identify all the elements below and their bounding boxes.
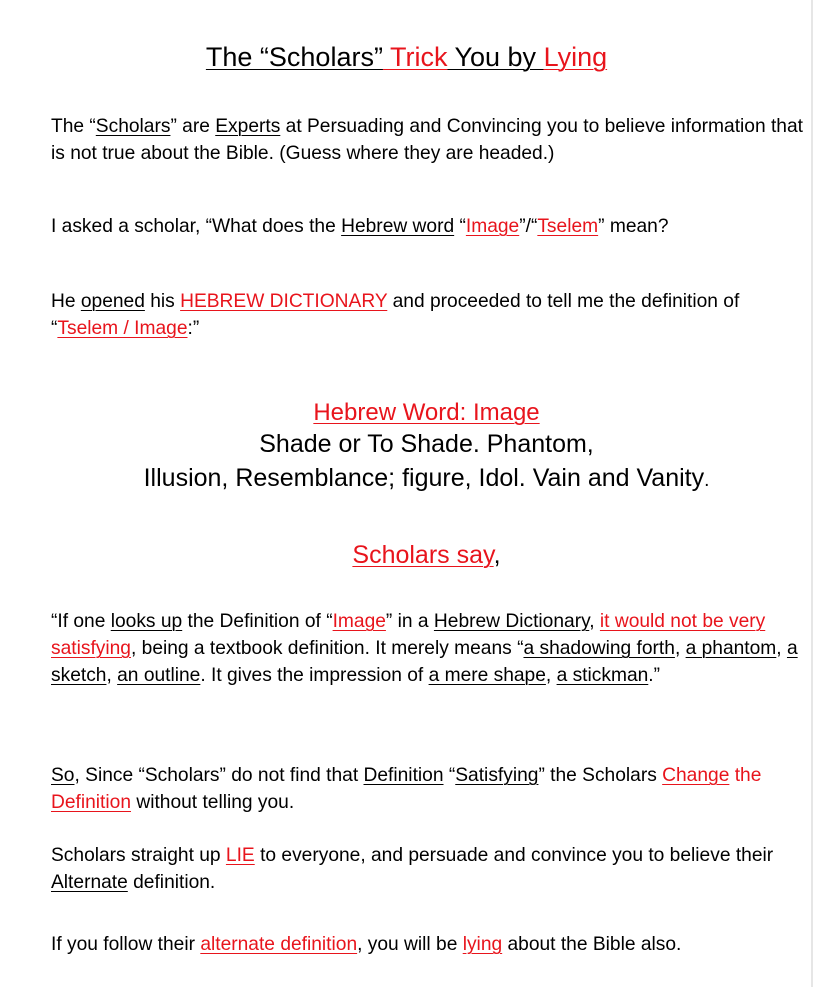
definition-heading: Hebrew Word: Image [313, 399, 540, 426]
looks-up-term: looks up [110, 611, 183, 632]
experts-term: Experts [215, 116, 281, 137]
closing-paragraph: If you follow their alternate definition, you will be lying about the Bible also. [51, 934, 682, 955]
hebrew-word-term: Hebrew word [341, 216, 455, 237]
alternate-definition-term: alternate definition [200, 934, 358, 955]
opened-term: opened [80, 291, 145, 312]
definition-term-red: Definition [51, 792, 131, 813]
shadowing-term: a shadowing forth [523, 638, 675, 659]
so-term: So [51, 765, 75, 786]
stickman-term: a stickman [556, 665, 649, 686]
lie-term: LIE [225, 845, 255, 866]
title-lying-initial: L [543, 42, 558, 72]
lie-paragraph: Scholars straight up LIE to everyone, and persuade and convince you to believe their Alternate definition. [51, 845, 774, 893]
title-trick: Trick [382, 42, 448, 72]
tselem-image-term: Tselem / Image [57, 318, 188, 339]
phantom-term: a phantom [685, 638, 777, 659]
title-lying: ying [557, 42, 608, 72]
dictionary-paragraph: He opened his HEBREW DICTIONARY and proceeded to tell me the definition of “Tselem / Image:” [51, 291, 740, 339]
hebrew-dictionary-term: Hebrew Dictionary [433, 611, 590, 632]
scholars-term: Scholars [95, 116, 171, 137]
lying-term: lying [462, 934, 503, 955]
intro-paragraph: The “Scholars” are Experts at Persuading and Convincing you to believe information that is not true about the Bible. (Guess where they are headed.) [51, 116, 803, 164]
tselem-term: Tselem [537, 216, 599, 237]
title-part: You by [447, 42, 544, 72]
change-definition-paragraph: So, Since “Scholars” do not find that Definition “Satisfying” the Scholars Change the Definition without telling you. [51, 765, 762, 813]
scholars-say-heading: Scholars say, [352, 541, 501, 569]
satisfying-term: Satisfying [455, 765, 539, 786]
sketch-term: a sketch [51, 638, 798, 686]
change-term: Change [662, 765, 730, 786]
scholar-quote-paragraph: “If one looks up the Definition of “Image” in a Hebrew Dictionary, it would not be very satisfying, being a textbook definition. It merely means “a shadowing forth, a phantom, a sketch, an outline. It gives the impression of a mere shape, a stickman.” [51, 611, 798, 686]
page-title [0, 40, 813, 74]
hebrew-dictionary-term: HEBREW DICTIONARY [180, 291, 388, 312]
definition-term: Definition [363, 765, 444, 786]
title-part: The “Scholars” [205, 42, 383, 72]
question-paragraph: I asked a scholar, “What does the Hebrew word “Image”/“Tselem” mean? [51, 216, 669, 237]
definition-line-1: Shade or To Shade. Phantom, [259, 430, 594, 458]
not-satisfying-term: it would not be very satisfying [51, 611, 766, 659]
mere-shape-term: a mere shape [428, 665, 546, 686]
alternate-term: Alternate [51, 872, 128, 893]
image-term: Image [332, 611, 386, 632]
definition-line-2: Illusion, Resemblance; figure, Idol. Vain and Vanity. [143, 464, 710, 492]
image-term: Image [465, 216, 520, 237]
outline-term: an outline [117, 665, 201, 686]
